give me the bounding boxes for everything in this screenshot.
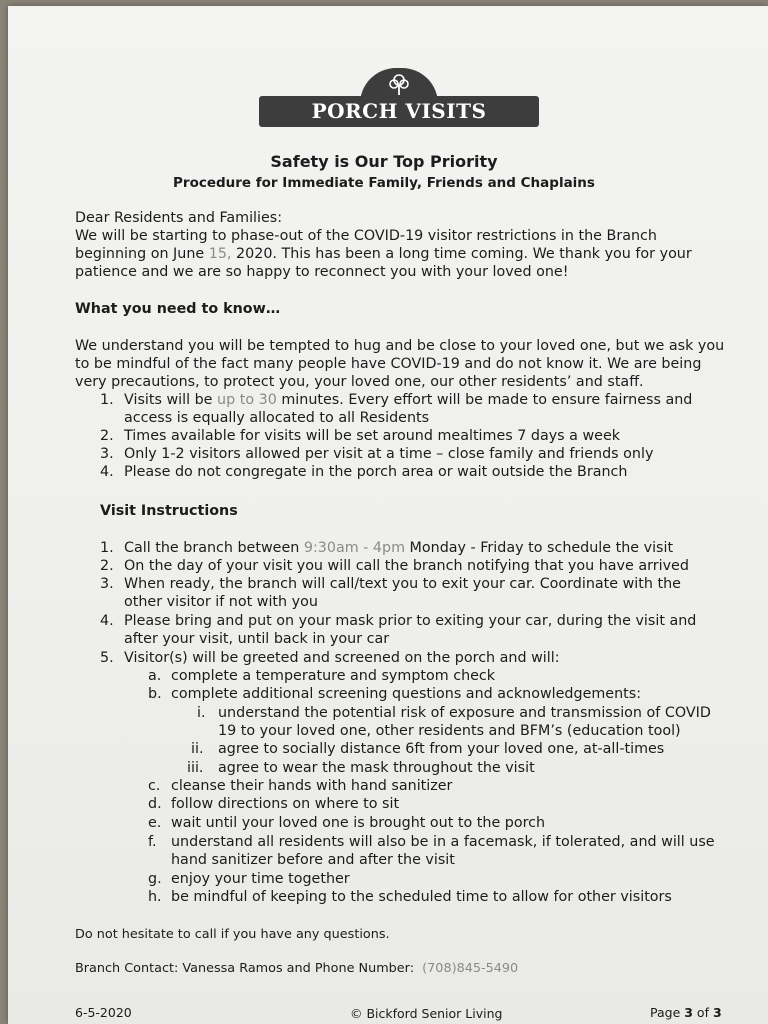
list-item: Times available for visits will be set around mealtimes 7 days a week <box>124 428 621 444</box>
sublist-item: wait until your loved one is brought out to the porch <box>171 815 546 831</box>
list-item: Please bring and put on your mask prior to exiting your car, during the visit and <box>124 613 697 629</box>
sublist-item: understand all residents will also be in a facemask, if tolerated, and will use <box>171 834 715 850</box>
list-number: 3. <box>100 576 114 592</box>
list-item: When ready, the branch will call/text you to exit your car. Coordinate with the <box>124 576 681 592</box>
closing-note: Do not hesitate to call if you have any questions. <box>75 927 390 942</box>
subsublist-item: understand the potential risk of exposure and transmission of COVID <box>218 705 711 721</box>
subsublist-item: agree to wear the mask throughout the visit <box>218 760 535 776</box>
intro-line: beginning on June 15, 2020. This has been a long time coming. We thank you for your <box>75 246 692 262</box>
tree-icon <box>386 71 412 97</box>
list-number: 2. <box>100 558 114 574</box>
list-item-continued: other visitor if not with you <box>124 594 318 610</box>
list-item: Call the branch between 9:30am - 4pm Monday - Friday to schedule the visit <box>124 540 674 556</box>
paragraph-line: to be mindful of the fact many people have COVID-19 and do not know it. We are being <box>75 356 702 372</box>
list-item: Please do not congregate in the porch area or wait outside the Branch <box>124 464 628 480</box>
sublist-letter: h. <box>148 889 162 905</box>
sublist-item: follow directions on where to sit <box>171 796 400 812</box>
sublist-letter: d. <box>148 796 162 812</box>
section-heading: Visit Instructions <box>100 503 238 519</box>
section-heading: What you need to know… <box>75 301 281 317</box>
page-subtitle: Procedure for Immediate Family, Friends and Chaplains <box>173 175 595 191</box>
sublist-letter: e. <box>148 815 162 831</box>
roman-numeral: ii. <box>191 741 204 757</box>
footer-page-number: Page 3 of 3 <box>650 1005 722 1020</box>
list-number: 4. <box>100 464 114 480</box>
list-item-continued: after your visit, until back in your car <box>124 631 390 647</box>
sublist-letter: f. <box>148 834 157 850</box>
sublist-letter: c. <box>148 778 161 794</box>
intro-line: patience and we are so happy to reconnect you with your loved one! <box>75 264 569 280</box>
salutation: Dear Residents and Families: <box>75 210 283 226</box>
list-number: 1. <box>100 540 114 556</box>
phone-number: (708)845-5490 <box>422 961 519 976</box>
list-item: Visitor(s) will be greeted and screened on the porch and will: <box>124 650 560 666</box>
sublist-item: complete additional screening questions and acknowledgements: <box>171 686 642 702</box>
sublist-item: cleanse their hands with hand sanitizer <box>171 778 453 794</box>
list-item: Only 1-2 visitors allowed per visit at a time – close family and friends only <box>124 446 654 462</box>
sublist-item: complete a temperature and symptom check <box>171 668 496 684</box>
sublist-letter: g. <box>148 871 162 887</box>
list-item: On the day of your visit you will call the branch notifying that you have arrived <box>124 558 689 574</box>
list-number: 3. <box>100 446 114 462</box>
subsublist-item-continued: 19 to your loved one, other residents and BFM’s (education tool) <box>218 723 681 739</box>
list-number: 1. <box>100 392 114 408</box>
sublist-item: be mindful of keeping to the scheduled time to allow for other visitors <box>171 889 672 905</box>
list-number: 2. <box>100 428 114 444</box>
page-title: Safety is Our Top Priority <box>270 152 498 171</box>
list-number: 5. <box>100 650 114 666</box>
roman-numeral: i. <box>197 705 206 721</box>
intro-line: We will be starting to phase-out of the COVID-19 visitor restrictions in the Branch <box>75 228 657 244</box>
footer-date: 6-5-2020 <box>75 1005 132 1020</box>
sublist-letter: b. <box>148 686 162 702</box>
subsublist-item: agree to socially distance 6ft from your loved one, at-all-times <box>218 741 665 757</box>
list-item-continued: access is equally allocated to all Residents <box>124 410 430 426</box>
sublist-letter: a. <box>148 668 162 684</box>
contact-label: Branch Contact: Vanessa Ramos and Phone Number: (708)845-5490 <box>75 961 519 976</box>
sublist-item-continued: hand sanitizer before and after the visit <box>171 852 455 868</box>
list-number: 4. <box>100 613 114 629</box>
paragraph-line: We understand you will be tempted to hug and be close to your loved one, but we ask you <box>75 338 725 354</box>
paragraph-line: very precautions, to protect you, your loved one, our other residents’ and staff. <box>75 374 644 390</box>
footer-copyright: © Bickford Senior Living <box>350 1006 503 1021</box>
sublist-item: enjoy your time together <box>171 871 350 887</box>
list-item: Visits will be up to 30 minutes. Every effort will be made to ensure fairness and <box>124 392 693 408</box>
roman-numeral: iii. <box>187 760 204 776</box>
logo-wordmark: PORCH VISITS <box>259 96 539 127</box>
